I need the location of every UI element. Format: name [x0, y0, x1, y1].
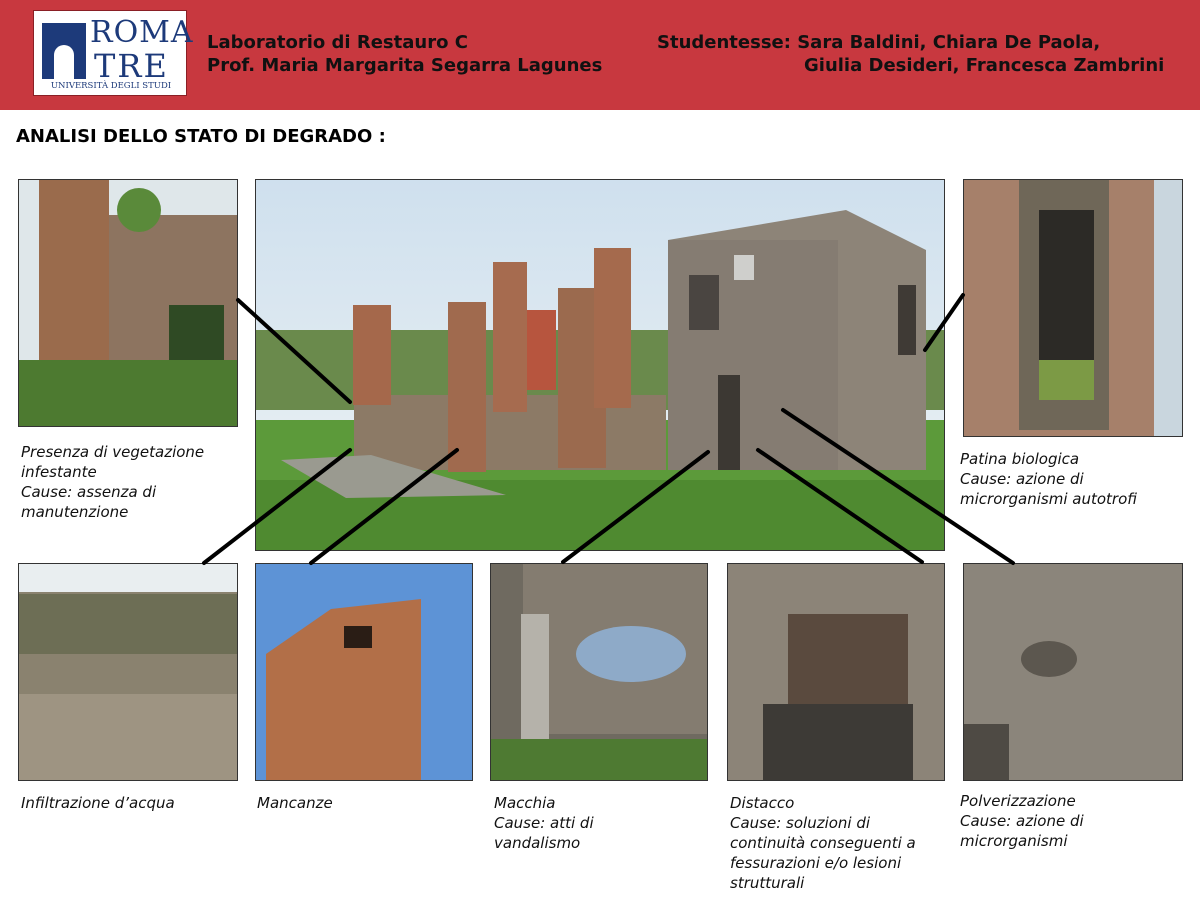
professor-name: Prof. Maria Margarita Segarra Lagunes — [207, 55, 603, 76]
logo-tre: TRE — [94, 47, 169, 85]
students-line-1: Studentesse: Sara Baldini, Chiara De Paola, — [657, 32, 1101, 53]
logo-university: UNIVERSITÀ DEGLI STUDI — [50, 81, 172, 91]
section-title: ANALISI DELLO STATO DI DEGRADO : — [16, 126, 386, 147]
caption-vegetazione: Presenza di vegetazione infestante Cause: assenza di manutenzione — [21, 443, 205, 521]
logo-roma: ROMA — [90, 15, 194, 50]
caption-distacco: Distacco Cause: soluzioni di continuità conseguenti a fessurazioni e/o lesioni strutturali — [730, 794, 916, 892]
caption-polverizzazione: Polverizzazione Cause: azione di microrganismi — [960, 792, 1084, 850]
course-title: Laboratorio di Restauro C — [207, 32, 468, 53]
caption-macchia: Macchia Cause: atti di vandalismo — [494, 794, 594, 852]
students-line-2: Giulia Desideri, Francesca Zambrini — [804, 55, 1165, 76]
caption-mancanze: Mancanze — [257, 794, 333, 812]
caption-patina: Patina biologica Cause: azione di microrganismi autotrofi — [960, 450, 1137, 508]
caption-infiltrazione: Infiltrazione d’acqua — [21, 794, 175, 812]
